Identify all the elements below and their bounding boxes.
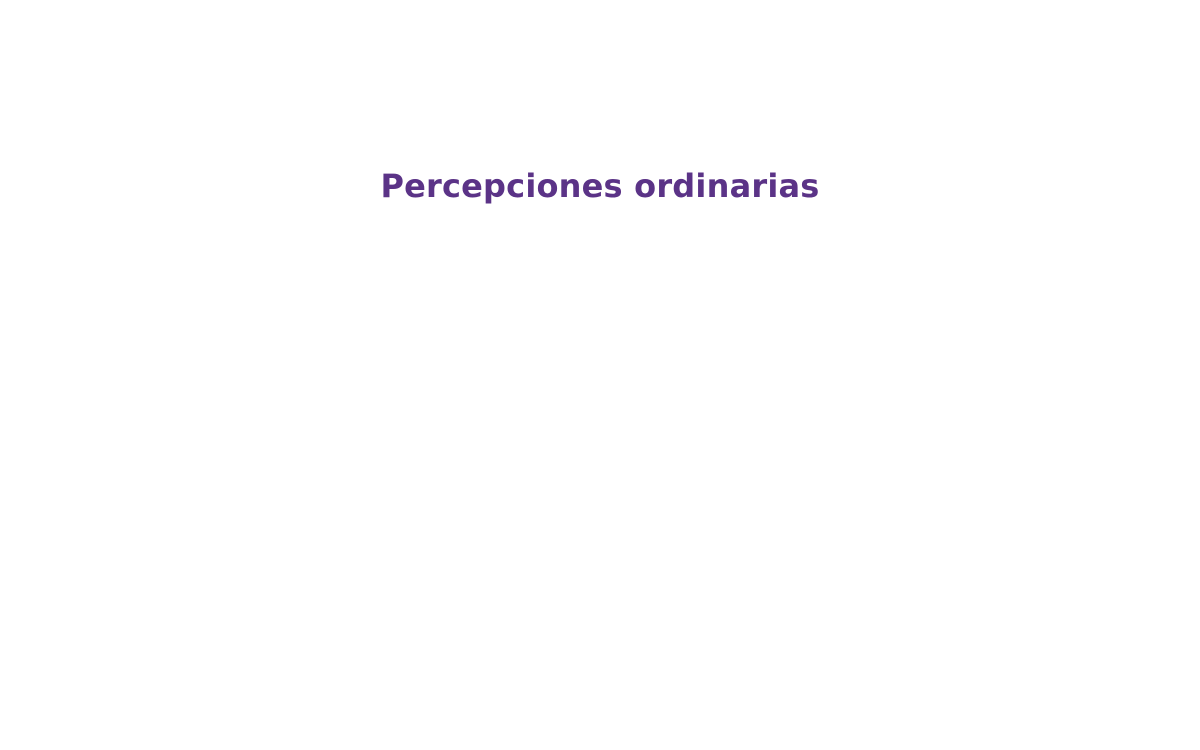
- page-title: Percepciones ordinarias: [380, 167, 820, 205]
